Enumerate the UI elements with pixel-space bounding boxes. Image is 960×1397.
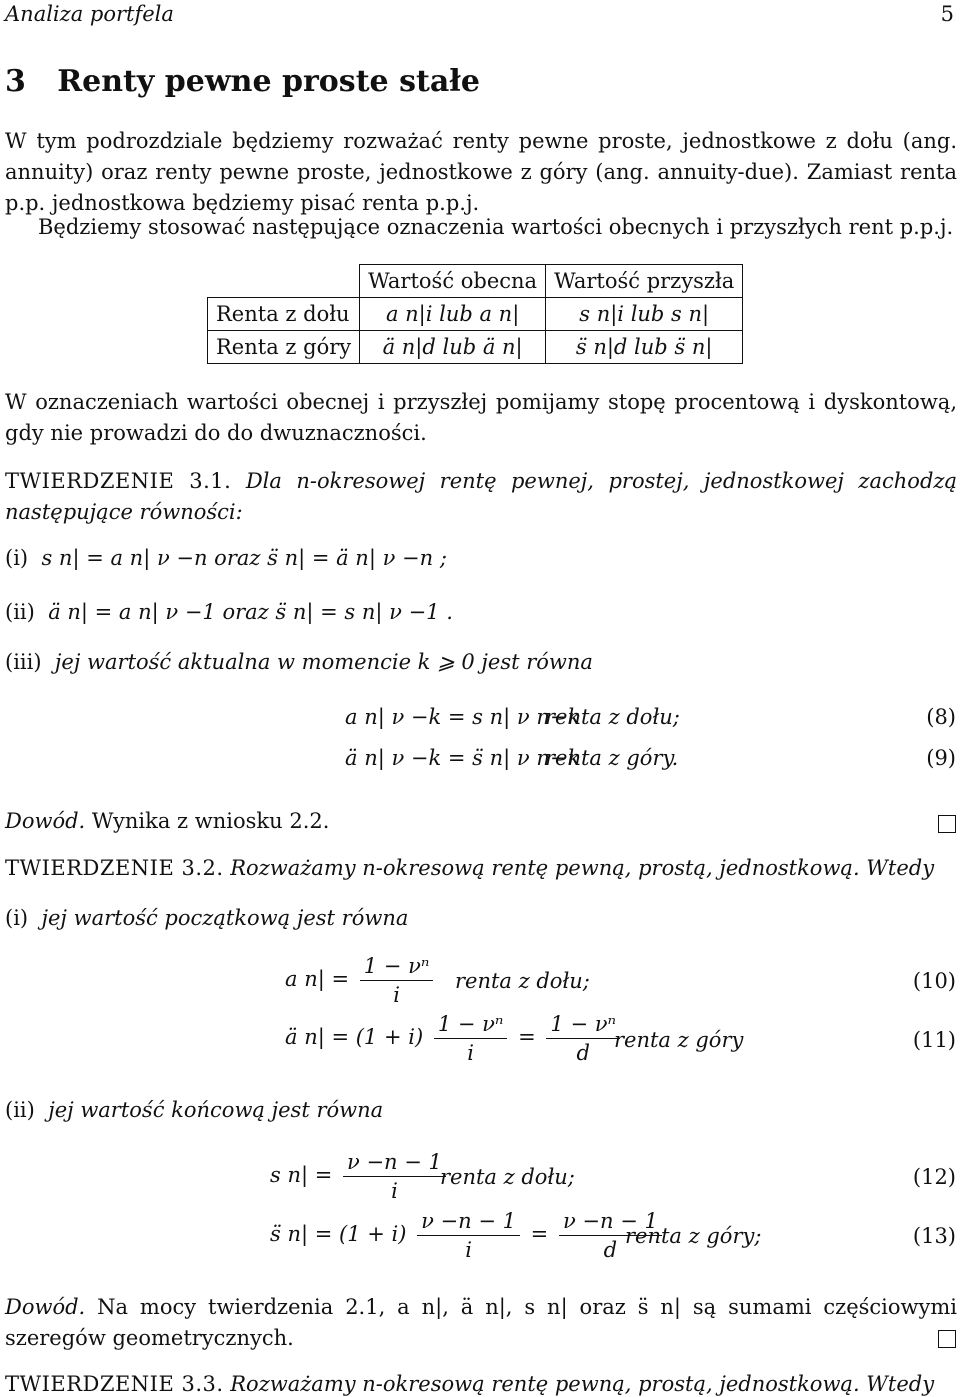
item-text: jej wartość początkową jest równa xyxy=(41,906,409,930)
fraction xyxy=(343,1148,446,1205)
equation-12-desc: renta z dołu; xyxy=(440,1165,575,1189)
fraction-numerator: ν −n − 1 xyxy=(559,1207,662,1236)
fraction-denominator: i xyxy=(391,1179,398,1203)
table-header-present: Wartość obecna xyxy=(360,265,546,298)
item-text: jej wartość końcową jest równa xyxy=(48,1098,384,1122)
theorem-3-2-item-i xyxy=(5,906,408,930)
equation-lhs: s n| = xyxy=(270,1163,333,1187)
item-text: jej wartość aktualna w momencie k ⩾ 0 jest równa xyxy=(54,650,593,674)
equation-8-lhs: a n| ν −k = s n| ν n−k xyxy=(345,705,581,729)
table-cell: s n|i lub s n| xyxy=(546,298,743,331)
equation-13-desc: renta z góry; xyxy=(625,1224,762,1248)
fraction-numerator: 1 − νⁿ xyxy=(360,952,434,981)
item-marker: (i) xyxy=(5,906,29,930)
theorem-3-2-item-ii xyxy=(5,1098,383,1122)
fraction-denominator: i xyxy=(465,1238,472,1262)
equation-10-number: (10) xyxy=(912,969,956,993)
equation-lhs: s̈ n| = (1 + i) xyxy=(270,1222,407,1246)
theorem-text: Dla n-okresowej rentę pewnej, prostej, jednostkowej zachodzą następujące równości: xyxy=(5,469,957,524)
theorem-text: Rozważamy n-okresową rentę pewną, prostą, jednostkową. Wtedy xyxy=(230,856,935,880)
section-heading xyxy=(5,64,480,99)
equation-9-lhs: ä n| ν −k = s̈ n| ν n−k xyxy=(345,746,581,770)
theorem-label: TWIERDZENIE 3.1. xyxy=(5,469,232,493)
item-marker: (i) xyxy=(5,546,29,570)
fraction xyxy=(546,1010,620,1067)
theorem-text: Rozważamy n-okresową rentę pewną, prostą, jednostkową. Wtedy xyxy=(230,1372,935,1396)
item-marker: (ii) xyxy=(5,1098,35,1122)
running-header: Analiza portfela xyxy=(5,2,174,26)
note-paragraph: W oznaczeniach wartości obecnej i przyszłej pomijamy stopę procentową i dyskontową, gdy nie prowadzi do do dwuznaczności. xyxy=(5,390,957,445)
equation-10 xyxy=(285,952,437,1009)
fraction-numerator: ν −n − 1 xyxy=(417,1207,520,1236)
fraction xyxy=(360,952,434,1009)
table-row-label: Renta z góry xyxy=(208,331,360,364)
equation-12 xyxy=(270,1148,450,1205)
theorem-3-1-item-iii xyxy=(5,650,593,674)
equation-9-desc: renta z góry. xyxy=(545,746,679,770)
table-row-label: Renta z dołu xyxy=(208,298,360,331)
table-cell: ä n|d lub ä n| xyxy=(360,331,546,364)
theorem-label: TWIERDZENIE 3.2. xyxy=(5,856,224,880)
section-title: Renty pewne proste stałe xyxy=(57,64,480,99)
table-cell: s̈ n|d lub s̈ n| xyxy=(546,331,743,364)
item-marker: (ii) xyxy=(5,600,35,624)
fraction-denominator: d xyxy=(603,1238,618,1262)
equation-12-number: (12) xyxy=(912,1165,956,1189)
equation-13 xyxy=(270,1207,666,1264)
theorem-3-1-item-ii xyxy=(5,600,453,624)
proof-text: Wynika z wniosku 2.2. xyxy=(91,809,330,833)
proof-label: Dowód. xyxy=(5,809,86,833)
proof-3-1 xyxy=(5,809,329,833)
theorem-3-3 xyxy=(5,1372,934,1396)
qed-square-icon xyxy=(938,815,956,833)
fraction-denominator: d xyxy=(576,1041,590,1065)
equation-8-number: (8) xyxy=(926,705,956,729)
formula: s n| = a n| ν −n oraz s̈ n| = ä n| ν −n ; xyxy=(41,546,447,570)
table-cell: a n|i lub a n| xyxy=(360,298,546,331)
page-number: 5 xyxy=(940,2,954,26)
intro-paragraph-2: Będziemy stosować następujące oznaczenia wartości obecnych i przyszłych rent p.p.j. xyxy=(38,215,954,239)
equation-11 xyxy=(285,1010,624,1067)
formula: ä n| = a n| ν −1 oraz s̈ n| = s n| ν −1 . xyxy=(48,600,453,624)
equation-11-desc: renta z góry xyxy=(614,1028,744,1052)
theorem-label: TWIERDZENIE 3.3. xyxy=(5,1372,224,1396)
equation-13-number: (13) xyxy=(912,1224,956,1248)
fraction-denominator: i xyxy=(467,1041,474,1065)
theorem-3-2 xyxy=(5,856,934,880)
section-number: 3 xyxy=(5,64,26,99)
equation-10-desc: renta z dołu; xyxy=(455,969,590,993)
fraction-numerator: ν −n − 1 xyxy=(343,1148,446,1177)
theorem-3-1 xyxy=(5,466,957,528)
table-header-future: Wartość przyszła xyxy=(546,265,743,298)
equation-lhs: ä n| = (1 + i) xyxy=(285,1025,424,1049)
notation-table xyxy=(207,264,743,364)
proof-label: Dowód. xyxy=(5,1295,86,1319)
fraction xyxy=(434,1010,508,1067)
intro-paragraph: W tym podrozdziale będziemy rozważać renty pewne proste, jednostkowe z dołu (ang. annuity) oraz renty pewne proste, jednostkowe z góry (ang. annuity-due). Zamiast renta p.p. jednostkowa będziemy pisać renta p.p.j. xyxy=(5,129,957,215)
proof-text: Na mocy twierdzenia 2.1, a n|, ä n|, s n| oraz s̈ n| są sumami częściowymi szeregów geometrycznych. xyxy=(5,1295,957,1350)
proof-3-2 xyxy=(5,1292,957,1354)
equals-sign: = xyxy=(530,1222,549,1246)
fraction-numerator: 1 − νⁿ xyxy=(434,1010,508,1039)
theorem-3-1-item-i xyxy=(5,546,447,570)
fraction-denominator: i xyxy=(393,983,400,1007)
item-marker: (iii) xyxy=(5,650,42,674)
equation-11-number: (11) xyxy=(912,1028,956,1052)
equation-9-number: (9) xyxy=(926,746,956,770)
fraction-numerator: 1 − νⁿ xyxy=(546,1010,620,1039)
equation-8-desc: renta z dołu; xyxy=(545,705,680,729)
qed-square-icon xyxy=(938,1330,956,1348)
equation-lhs: a n| = xyxy=(285,967,350,991)
equals-sign: = xyxy=(518,1025,536,1049)
fraction xyxy=(417,1207,520,1264)
